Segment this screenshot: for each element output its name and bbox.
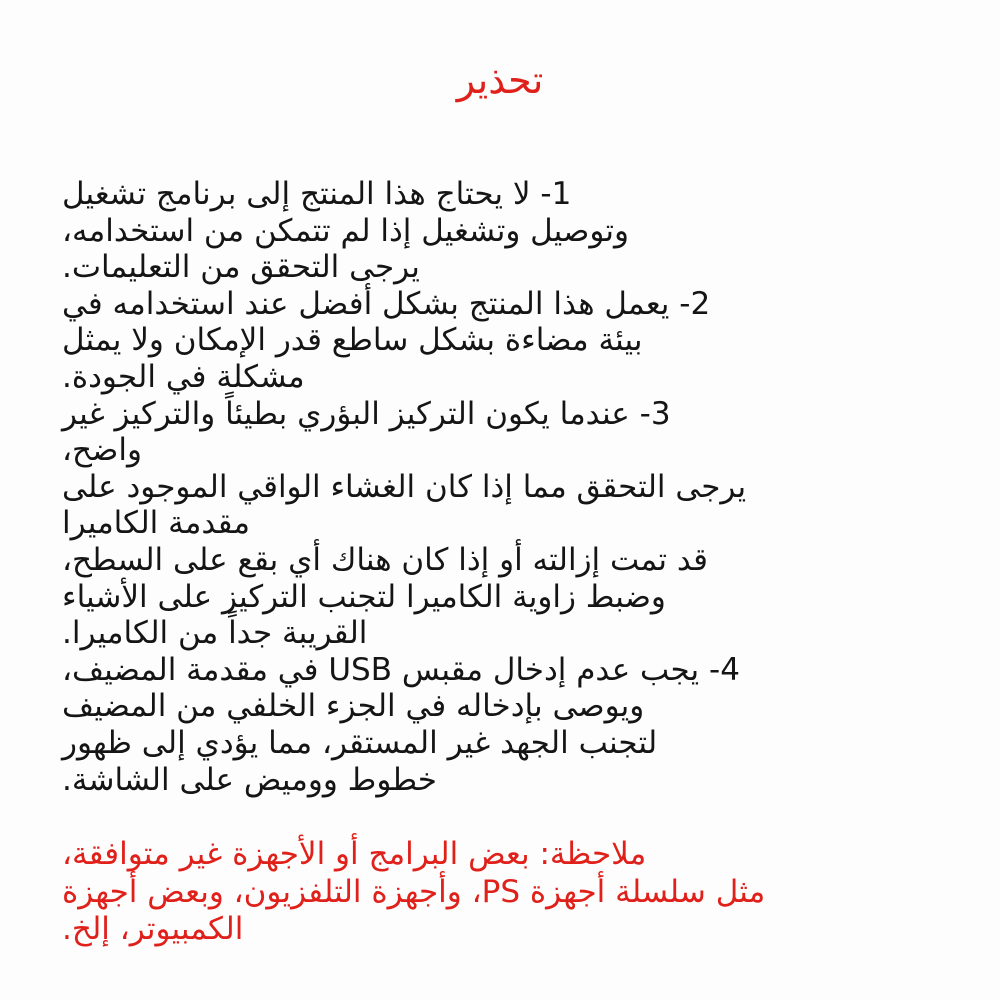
warning-line: لتجنب الجهد غير المستقر، مما يؤدي إلى ظهور	[62, 724, 658, 761]
note-line: ملاحظة: بعض البرامج أو الأجهزة غير متوافقة،	[62, 836, 647, 873]
warning-line: يرجى التحقق من التعليمات.	[62, 249, 420, 286]
page-title: تحذير	[456, 58, 544, 102]
warning-line: ويوصى بإدخاله في الجزء الخلفي من المضيف	[62, 688, 645, 725]
warning-line: واضح،	[62, 432, 142, 469]
warning-line: خطوط ووميض على الشاشة.	[62, 761, 437, 798]
warning-line: مشكلة في الجودة.	[62, 358, 305, 395]
warning-list	[62, 176, 938, 798]
warning-line: مقدمة الكاميرا	[62, 505, 250, 542]
note-line: مثل سلسلة أجهزة PS، وأجهزة التلفزيون، وبعض أجهزة	[62, 873, 766, 910]
warning-line: قد تمت إزالته أو إذا كان هناك أي بقع على السطح،	[62, 541, 708, 578]
compatibility-note	[62, 836, 938, 949]
warning-line: يرجى التحقق مما إذا كان الغشاء الواقي الموجود على	[62, 468, 747, 505]
warning-line: 4- يجب عدم إدخال مقبس USB في مقدمة المضيف،	[62, 651, 740, 688]
warning-line: وضبط زاوية الكاميرا لتجنب التركيز على الأشياء	[62, 578, 666, 615]
warning-line: القريبة جداً من الكاميرا.	[62, 615, 368, 652]
warning-line: 2- يعمل هذا المنتج بشكل أفضل عند استخدامه في	[62, 285, 711, 322]
warning-line: وتوصيل وتشغيل إذا لم تتمكن من استخدامه،	[62, 212, 629, 249]
warning-line: 3- عندما يكون التركيز البؤري بطيئاً والتركيز غير	[62, 395, 671, 432]
note-line: الكمبيوتر، إلخ.	[62, 911, 244, 948]
warning-line: بيئة مضاءة بشكل ساطع قدر الإمكان ولا يمثل	[62, 322, 643, 359]
warning-line: 1- لا يحتاج هذا المنتج إلى برنامج تشغيل	[62, 176, 572, 212]
